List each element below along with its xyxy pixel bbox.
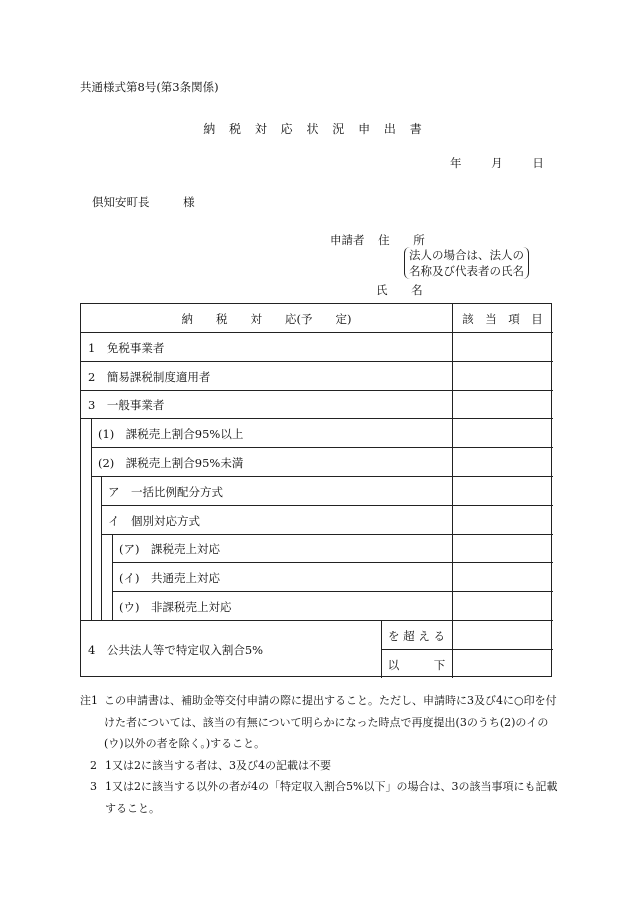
- header-applicable-item: 該 当 項 目: [462, 312, 543, 326]
- answer-cell-3-2-i[interactable]: [453, 506, 552, 533]
- note-label: 3: [90, 780, 97, 793]
- document-title: 納 税 対 応 状 況 申 出 書: [203, 122, 427, 136]
- answer-cell-3-2-i-i[interactable]: [453, 563, 552, 590]
- date-line: [450, 155, 570, 171]
- row-public-corporation: 4 公共法人等で特定収入割合5%: [88, 643, 264, 657]
- answer-cell-3-2[interactable]: [453, 448, 552, 475]
- note-3: [80, 776, 560, 819]
- row-5-percent-or-less: 以 下: [387, 658, 446, 672]
- row-ratio-under-95: (2) 課税売上割合95%未満: [98, 456, 244, 470]
- applicant-label: 申請者: [330, 233, 365, 247]
- answer-cell-3-2-i-u[interactable]: [453, 592, 552, 619]
- addressee-name: 倶知安町長: [92, 195, 150, 209]
- row-general-business: 3 一般事業者: [88, 398, 165, 412]
- answer-cell-2[interactable]: [453, 362, 552, 389]
- addressee: [92, 194, 195, 210]
- note-label: 注1: [80, 694, 98, 707]
- row-common-sales: (イ) 共通売上対応: [119, 571, 220, 585]
- row-over-5-percent: を 超 え る: [388, 629, 445, 643]
- row-lump-sum-method: ア 一括比例配分方式: [108, 485, 223, 499]
- answer-cell-4-under[interactable]: [453, 650, 552, 677]
- notes: [80, 690, 560, 819]
- note-text: 1又は2に該当する以外の者が4の「特定収入割合5%以下」の場合は、3の該当事項にも記載すること。: [105, 780, 558, 815]
- note-text: 1又は2に該当する者は、3及び4の記載は不要: [105, 758, 331, 772]
- note-1: [80, 690, 560, 755]
- applicant-address-line: [330, 232, 435, 248]
- answer-cell-3-2-i-a[interactable]: [453, 535, 552, 561]
- date-day: 日: [532, 156, 544, 170]
- row-ratio-95-or-more: (1) 課税売上割合95%以上: [98, 427, 244, 441]
- row-taxable-sales: (ア) 課税売上対応: [119, 542, 220, 556]
- note-text: この申請書は、補助金等交付申請の際に提出すること。ただし、申請時に3及び4に○印を付けた者については、該当の有無について明らかになった時点で再度提出(3のうち(2)のイの(ウ)以外の者を除く。)すること。: [104, 694, 557, 750]
- row-itemized-method: イ 個別対応方式: [108, 514, 200, 528]
- corporation-note-line1: 法人の場合は、法人の: [409, 248, 524, 262]
- row-tax-exempt: 1 免税事業者: [88, 341, 165, 355]
- answer-cell-3-2-a[interactable]: [453, 477, 552, 504]
- note-label: 2: [90, 758, 97, 772]
- date-year: 年: [450, 156, 462, 170]
- addressee-honorific: 様: [183, 195, 195, 209]
- answer-cell-1[interactable]: [453, 333, 552, 360]
- row-simplified-taxation: 2 簡易課税制度適用者: [88, 370, 211, 384]
- answer-cell-4-over[interactable]: [453, 621, 552, 648]
- date-month: 月: [491, 156, 503, 170]
- corporation-note: [404, 247, 529, 279]
- header-tax-response: 納 税 対 応(予 定): [181, 312, 352, 326]
- name-label: 氏 名: [376, 283, 433, 297]
- tax-response-table: [80, 303, 552, 677]
- corporation-note-line2: 名称及び代表者の氏名: [409, 264, 524, 278]
- answer-cell-3-1[interactable]: [453, 419, 552, 446]
- form-number: 共通様式第8号(第3条関係): [80, 80, 219, 94]
- row-non-taxable-sales: (ウ) 非課税売上対応: [119, 600, 232, 614]
- note-2: [80, 755, 560, 777]
- answer-cell-3[interactable]: [453, 391, 552, 417]
- address-label: 住 所: [378, 233, 435, 247]
